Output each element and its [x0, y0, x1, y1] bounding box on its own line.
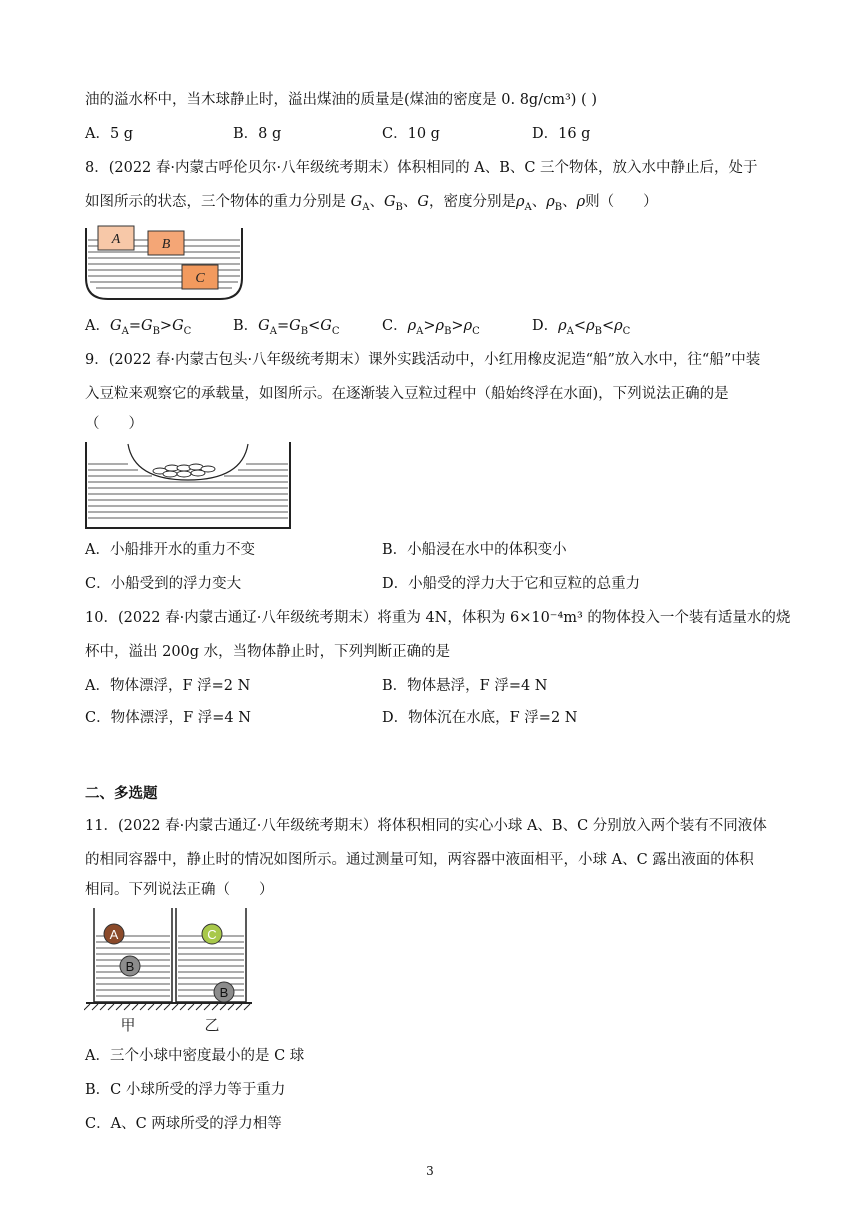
q9-text-line2: 入豆粒来观察它的承载量，如图所示。在逐渐装入豆粒过程中（船始终浮在水面)，下列说法正确的是 [85, 386, 729, 402]
q7-option-d: D．16 g [532, 126, 591, 142]
q11-text-line3: 相同。下列说法正确（ ） [85, 882, 274, 898]
q8-option-c: C．$\rho_A>\rho_B>\rho_C$ [382, 318, 480, 337]
q11-option-c: C．A、C 两球所受的浮力相等 [85, 1116, 282, 1132]
q7-option-b: B．8 g [233, 126, 282, 142]
q8-line2-mid: ，密度分别是 [428, 194, 516, 210]
q9-option-a: A．小船排开水的重力不变 [85, 542, 255, 558]
q8-option-a: A．$G_A=G_B>G_C$ [85, 318, 192, 337]
q8-option-b-letter: B． [233, 318, 259, 334]
q8-rho-b-sub: B [554, 201, 563, 213]
q9-option-d: D．小船受的浮力大于它和豆粒的总重力 [382, 576, 641, 592]
q8-block-a-label: A [111, 232, 121, 247]
q8-figure [84, 224, 244, 304]
q8-block-b-label: B [161, 237, 171, 252]
q8-text-line2: 如图所示的状态，三个物体的重力分别是 $G_A$、$G_B$、G，密度分别是$\rho_A$、$\rho_B$、ρ则（ ） [85, 194, 658, 213]
page-number: 3 [426, 1164, 434, 1178]
q8-text-line1: 8．(2022 春·内蒙古呼伦贝尔·八年级统考期末）体积相同的 A、B、C 三个物体，放入水中静止后，处于 [85, 160, 758, 176]
q11-ball-c-label: C [207, 927, 217, 942]
q8-gb: G [383, 194, 396, 210]
q10-option-b: B．物体悬浮，F 浮=4 N [382, 678, 548, 694]
q8-gc: G [417, 194, 429, 210]
q11-option-a: A．三个小球中密度最小的是 C 球 [85, 1048, 305, 1064]
q7-text: 油的溢水杯中，当木球静止时，溢出煤油的质量是(煤油的密度是 0. 8g/cm³) ( ) [85, 92, 597, 108]
q8-option-d: D．$\rho_A<\rho_B<\rho_C$ [532, 318, 631, 337]
q11-caption-jia: 甲 [120, 1016, 136, 1034]
q8-rho-c: ρ [576, 194, 586, 210]
section-title-multi-choice: 二、多选题 [85, 785, 158, 802]
q11-text-line1: 11．(2022 春·内蒙古通辽·八年级统考期末）将体积相同的实心小球 A、B、C 分别放入两个装有不同液体 [85, 818, 767, 834]
q9-text-line1: 9．(2022 春·内蒙古包头·八年级统考期末）课外实践活动中，小红用橡皮泥造“船”放入水中，往“船”中装 [85, 352, 761, 368]
q8-rho-a: ρ [515, 194, 525, 210]
q7-option-a: A．5 g [85, 126, 134, 142]
q11-ball-b-right-label: B [219, 985, 229, 1000]
q9-text-line3: （ ） [85, 416, 143, 432]
q10-option-a: A．物体漂浮，F 浮=2 N [85, 678, 251, 694]
q8-option-b: B．$G_A=G_B<G_C$ [233, 318, 340, 337]
q11-caption-yi: 乙 [204, 1016, 220, 1034]
q10-text-line1: 10．(2022 春·内蒙古通辽·八年级统考期末）将重为 4N，体积为 6×10⁻⁴m³ 的物体投入一个装有适量水的烧 [85, 610, 791, 626]
q8-gb-sub: B [395, 201, 403, 213]
q9-option-c: C．小船受到的浮力变大 [85, 576, 242, 592]
q8-rho-a-sub: A [524, 201, 532, 213]
q8-option-a-letter: A． [85, 318, 110, 334]
q8-line2-end: 则（ ） [585, 194, 658, 210]
q8-option-c-letter: C． [382, 318, 408, 334]
q11-option-b: B．C 小球所受的浮力等于重力 [85, 1082, 286, 1098]
q10-option-d: D．物体沉在水底，F 浮=2 N [382, 710, 578, 726]
q8-rho-b: ρ [546, 194, 555, 210]
q10-option-c: C．物体漂浮，F 浮=4 N [85, 710, 251, 726]
q11-ball-b-left-label: B [125, 959, 135, 974]
q11-ball-a-label: A [109, 927, 119, 942]
q11-text-line2: 的相同容器中，静止时的情况如图所示。通过测量可知，两容器中液面相平，小球 A、C 露出液面的体积 [85, 852, 754, 868]
q8-option-d-letter: D． [532, 318, 559, 334]
q11-figure [84, 906, 254, 1036]
q8-ga-sub: A [362, 201, 370, 213]
q7-option-c: C．10 g [382, 126, 440, 142]
q9-option-b: B．小船浸在水中的体积变小 [382, 542, 567, 558]
q9-figure [84, 440, 294, 530]
q8-block-c-label: C [195, 271, 205, 286]
q8-line2-prefix: 如图所示的状态，三个物体的重力分别是 [85, 194, 351, 210]
q10-text-line2: 杯中，溢出 200g 水，当物体静止时，下列判断正确的是 [85, 644, 451, 660]
q8-ga: G [350, 194, 363, 210]
